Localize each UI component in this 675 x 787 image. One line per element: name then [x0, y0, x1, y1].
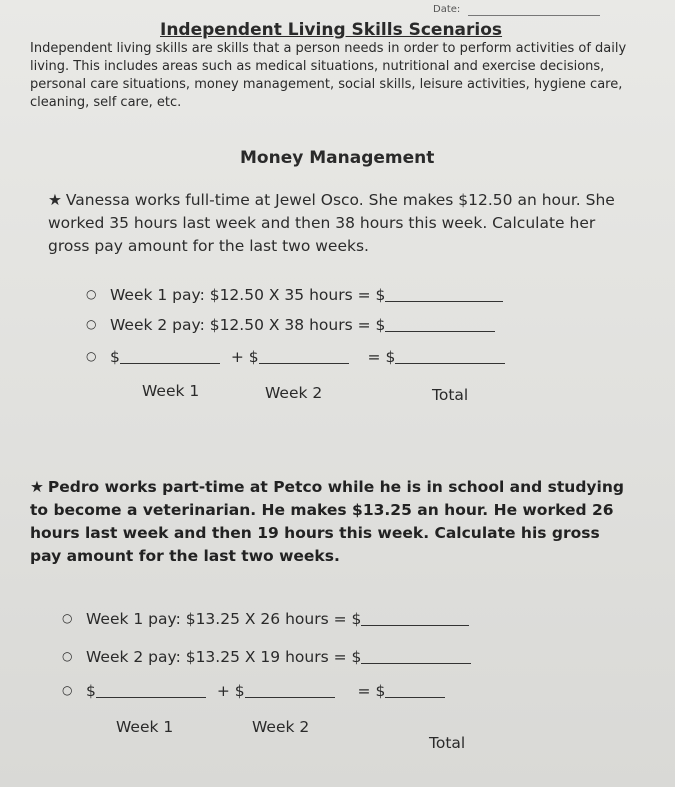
problem-1-week1-blank[interactable] — [385, 287, 503, 302]
problem-1-week1-sum-blank[interactable] — [120, 349, 220, 364]
problem-1-total-blank[interactable] — [395, 349, 505, 364]
star-icon: ★ — [48, 191, 62, 209]
problem-2-week1-text: Week 1 pay: $13.25 X 26 hours = $ — [86, 610, 362, 628]
page-title: Independent Living Skills Scenarios — [160, 20, 503, 40]
problem-2-text — [30, 476, 630, 568]
date-blank[interactable] — [468, 15, 600, 16]
problem-1-text — [48, 189, 628, 258]
bullet-icon: ○ — [86, 317, 97, 331]
week1-label: Week 1 — [142, 382, 200, 400]
bullet-icon: ○ — [86, 349, 97, 363]
total-label: Total — [432, 386, 469, 404]
section-title: Money Management — [240, 148, 435, 168]
date-label: Date: — [433, 4, 461, 15]
bullet-icon: ○ — [62, 683, 73, 697]
total-label: Total — [429, 734, 466, 752]
problem-2-statement: Pedro works part-time at Petco while he is in school and studying to become a veterinarian. He makes $13.25 an hour. He worked 26 hours last week and then 19 hours this week. Calculate his gross pay amount for the last two weeks. — [30, 478, 624, 565]
problem-2-week2-line — [62, 648, 471, 666]
intro-paragraph: Independent living skills are skills that a person needs in order to perform activities of daily living. This includes areas such as medical situations, nutritional and exercise decisions, personal care situations, money management, social skills, leisure activities, hygiene care, cleaning, self care, etc. — [30, 41, 627, 110]
star-icon: ★ — [30, 478, 44, 496]
plus-sign: + $ — [230, 348, 259, 366]
problem-1-week2-blank[interactable] — [385, 317, 495, 332]
problem-2-week2-blank[interactable] — [361, 649, 471, 664]
equals-sign: = $ — [367, 348, 396, 366]
bullet-icon: ○ — [62, 649, 73, 663]
problem-2-week1-line — [62, 610, 469, 628]
equals-sign: = $ — [357, 682, 386, 700]
bullet-icon: ○ — [86, 287, 97, 301]
problem-1-week1-line — [86, 286, 503, 304]
problem-2-week1-sum-blank[interactable] — [96, 683, 206, 698]
problem-2-sum-line — [62, 682, 445, 700]
problem-1-sum-line — [86, 348, 505, 366]
problem-1-week2-sum-blank[interactable] — [259, 349, 349, 364]
problem-2-week2-sum-blank[interactable] — [245, 683, 335, 698]
sum-dollar: $ — [86, 682, 96, 700]
problem-1-week2-line — [86, 316, 495, 334]
problem-1-week2-text: Week 2 pay: $12.50 X 38 hours = $ — [110, 316, 386, 334]
problem-2-total-blank[interactable] — [385, 683, 445, 698]
bullet-icon: ○ — [62, 611, 73, 625]
problem-2-week2-text: Week 2 pay: $13.25 X 19 hours = $ — [86, 648, 362, 666]
week2-label: Week 2 — [265, 384, 323, 402]
problem-1-statement: Vanessa works full-time at Jewel Osco. She makes $12.50 an hour. She worked 35 hours last week and then 38 hours this week. Calculate her gross pay amount for the last two weeks. — [48, 191, 615, 255]
plus-sign: + $ — [216, 682, 245, 700]
problem-1-week1-text: Week 1 pay: $12.50 X 35 hours = $ — [110, 286, 386, 304]
week1-label: Week 1 — [116, 718, 174, 736]
sum-dollar: $ — [110, 348, 120, 366]
problem-2-week1-blank[interactable] — [361, 611, 469, 626]
week2-label: Week 2 — [252, 718, 310, 736]
